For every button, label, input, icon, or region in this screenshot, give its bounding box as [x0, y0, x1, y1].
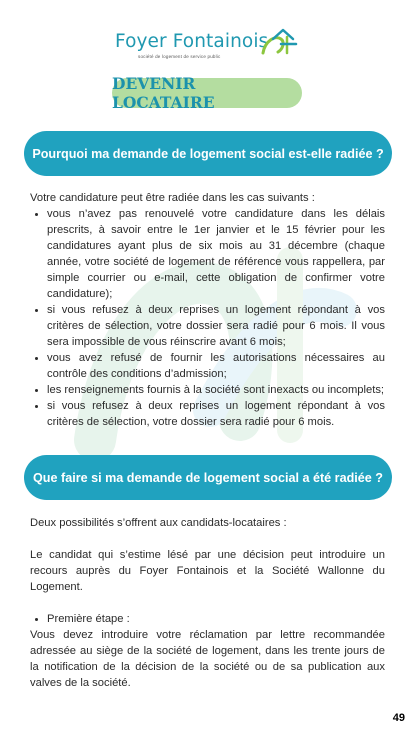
- logo-house-icon: [259, 27, 301, 61]
- intro-text: Deux possibilités s’offrent aux candidats-locataires :: [30, 517, 287, 529]
- page-title: DEVENIR LOCATAIRE: [112, 78, 302, 108]
- reasons-list: [30, 206, 385, 430]
- list-item: • vous avez refusé de fournir les autorisations nécessaires au contrôle des conditions d’admission;: [47, 350, 385, 382]
- section-heading-radiation: Pourquoi ma demande de logement social est-elle radiée ?: [24, 131, 392, 176]
- list-item: • Première étape :: [47, 611, 385, 627]
- page-number: 49: [392, 712, 405, 724]
- logo-name: Foyer Fontainois: [115, 31, 269, 52]
- step-text: Vous devez introduire votre réclamation par lettre recommandée adressée au siège de la société de logement, dans les trente jours de la notification de la décision de la société ou de sa publication aux valves de la société.: [30, 629, 385, 689]
- list-item: • si vous refusez à deux reprises un logement répondant à vos critères de sélection, votre dossier sera radié pour 6 mois. Il vous sera impossible de vous réinscrire avant 6 mois;: [47, 302, 385, 350]
- steps-list: [30, 611, 385, 627]
- list-item: • vous n’avez pas renouvelé votre candidature dans les délais prescrits, à savoir entre le 1er janvier et le 15 février pour les candidatures ayant plus de six mois au 31 décembre (chaque année, votre société de logement de référence vous rappellera, par simple courrier ou e-mail, cette obligation de confirmer votre candidature);: [47, 206, 385, 302]
- section-body-radiation: [30, 190, 385, 430]
- recourse-paragraph: Le candidat qui s’estime lésé par une décision peut introduire un recours auprès du Foyer Fontainois et la Société Wallonne du Logement.: [30, 549, 385, 593]
- intro-text: Votre candidature peut être radiée dans les cas suivants :: [30, 192, 315, 204]
- section-body-recourse: [30, 515, 385, 691]
- section-heading-recourse: Que faire si ma demande de logement social a été radiée ?: [24, 455, 392, 500]
- logo: [0, 27, 414, 67]
- list-item: • si vous refusez à deux reprises un logement répondant à vos critères de sélection, votre dossier sera radié pour 6 mois.: [47, 398, 385, 430]
- logo-tagline: société de logement de service public: [138, 54, 221, 59]
- list-item: • les renseignements fournis à la société sont inexacts ou incomplets;: [47, 382, 385, 398]
